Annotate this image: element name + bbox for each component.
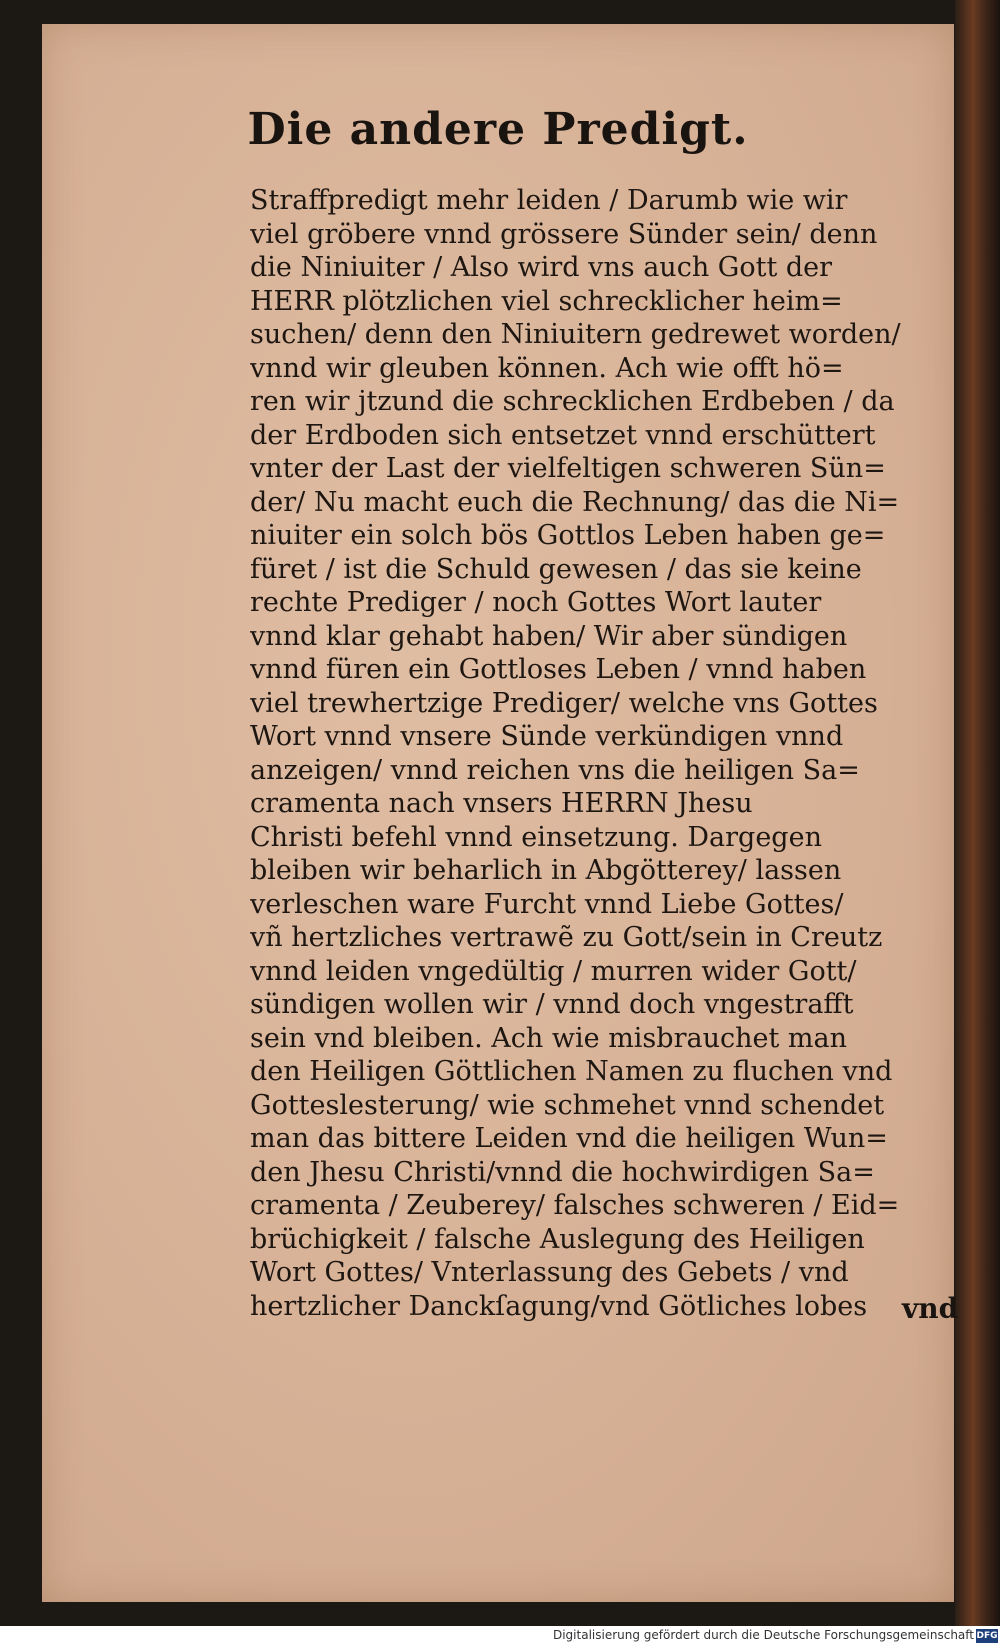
text-line: hertzlicher Danckſagung/vnd Götliches lobes	[250, 1290, 868, 1322]
text-line: cramenta / Zeuberey/ falsches schweren / Eid=	[250, 1190, 900, 1221]
book-page	[42, 24, 959, 1602]
text-line: viel trewhertzige Prediger/ welche vns Gottes	[250, 687, 878, 719]
text-line: Straffpredigt mehr leiden / Darumb wie wir	[250, 185, 848, 216]
text-line: verleschen ware Furcht vnnd Liebe Gottes/	[250, 888, 844, 920]
text-line: sein vnd bleiben. Ach wie misbrauchet man	[250, 1022, 847, 1054]
text-line: suchen/ denn den Niniuitern gedrewet worden/	[250, 319, 901, 350]
text-line: die Niniuiter / Also wird vns auch Gott der	[250, 252, 833, 283]
catchword: vnd	[902, 1292, 959, 1325]
text-line: Wort Gottes/ Vnterlassung des Gebets / vnd	[250, 1257, 849, 1288]
book-edge	[955, 0, 1000, 1626]
text-line: der/ Nu macht euch die Rechnung/ das die Ni=	[250, 486, 900, 518]
text-line: brüchigkeit / falsche Auslegung des Heiligen	[250, 1223, 865, 1255]
page-text	[250, 184, 950, 1323]
text-line: HERR plötzlichen viel schrecklicher heim=	[250, 285, 843, 317]
page-heading: Die andere Predigt.	[247, 104, 749, 155]
text-line: vñ hertzliches vertrawẽ zu Gott/sein in Creutz	[250, 922, 883, 953]
text-line: vnnd wir gleuben können. Ach wie offt hö=	[250, 352, 844, 384]
text-line: vnnd klar gehabt haben/ Wir aber sündigen	[250, 620, 848, 652]
text-line: niuiter ein solch bös Gottlos Leben haben ge=	[250, 520, 886, 551]
text-line: den Jhesu Christi/vnnd die hochwirdigen Sa=	[250, 1156, 875, 1188]
text-line: cramenta nach vnsers HERRN Jhesu	[250, 788, 753, 819]
dfg-logo: DFG	[976, 1631, 998, 1641]
text-line: ren wir jtzund die schrecklichen Erdbeben / da	[250, 386, 895, 417]
text-line: Christi befehl vnnd einsetzung. Dargegen	[250, 821, 822, 853]
text-line: vnnd leiden vngedültig / murren wider Gott/	[250, 955, 857, 987]
text-line: vnnd füren ein Gottloses Leben / vnnd haben	[250, 654, 867, 685]
text-line: sündigen wollen wir / vnnd doch vngestrafft	[250, 989, 854, 1020]
text-line: den Heiligen Göttlichen Namen zu fluchen vnd	[250, 1056, 893, 1087]
text-line: rechte Prediger / noch Gottes Wort lauter	[250, 587, 822, 618]
text-line: Gotteslesterung/ wie schmehet vnnd schendet	[250, 1089, 885, 1121]
funding-credit: Digitalisierung gefördert durch die Deutsche Forschungsgemeinschaft	[552, 1628, 974, 1642]
text-line: füret / ist die Schuld gewesen / das sie keine	[250, 553, 862, 585]
text-line: man das bittere Leiden vnd die heiligen Wun=	[250, 1123, 888, 1154]
text-line: vnter der Last der vielfeltigen schweren Sün=	[250, 453, 886, 484]
text-line: Wort vnnd vnsere Sünde verkündigen vnnd	[250, 721, 844, 752]
text-line: anzeigen/ vnnd reichen vns die heiligen Sa=	[250, 754, 860, 786]
footer-bar	[0, 1626, 1000, 1648]
text-line: viel gröbere vnnd grössere Sünder sein/ denn	[250, 218, 878, 250]
text-line: bleiben wir beharlich in Abgötterey/ lassen	[250, 855, 842, 886]
text-line: der Erdboden sich entsetzet vnnd erschüttert	[250, 419, 876, 451]
